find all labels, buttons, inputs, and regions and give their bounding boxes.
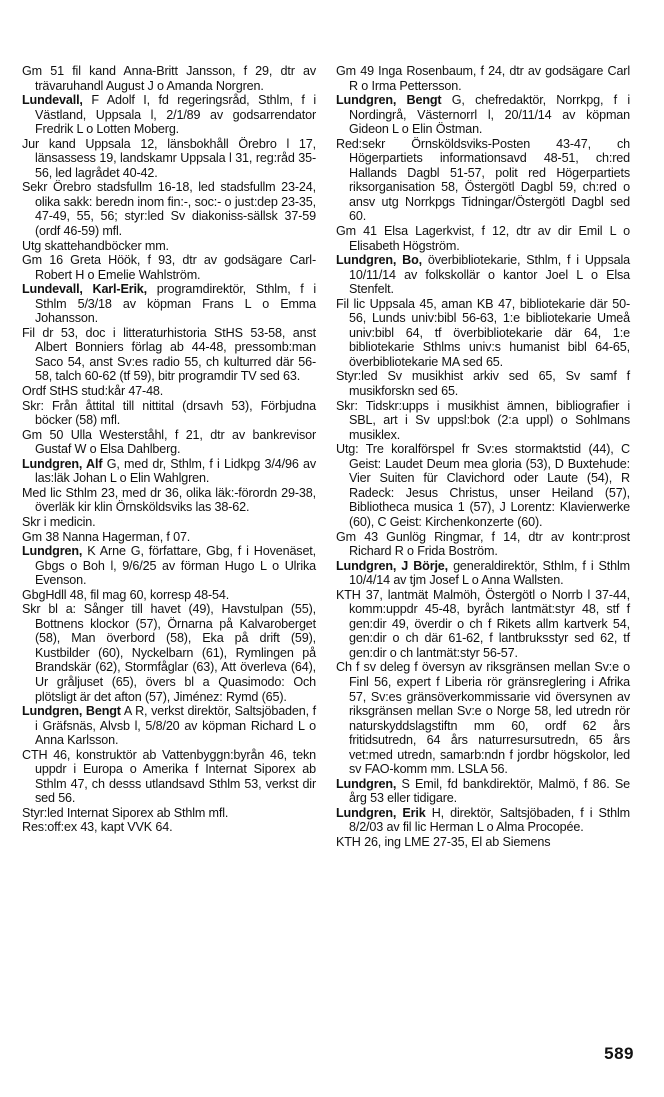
entry-text: programdirektör, Sthlm, f i Sthlm 5/3/18 av köpman Frans L o Emma Johansson. [35, 282, 317, 326]
entry-text: Gm 43 Gunlög Ringmar, f 14, dtr av kontr:prost Richard R o Frida Boström. [336, 529, 630, 559]
entry-text: Red:sekr Örnsköldsviks-Posten 43-47, ch Högerpartiets informationsavd 48-51, ch:red Hallands Dagbl 51-57, polit red Högerpartiets riksorganisation 58, Östergötl Dagbl 59, ch:red o ansv utg Norrkpgs Tidningar/Östergötl Dagbl sed 60. [336, 136, 630, 224]
entry-paragraph [22, 486, 316, 515]
biography-entry [336, 64, 630, 93]
entry-name: Lundgren, J Börje, [336, 558, 448, 573]
entry-text: Utg skattehandböcker mm. [22, 238, 169, 253]
entry-text: Gm 16 Greta Höök, f 93, dtr av godsägare Carl-Robert H o Emelie Wahlström. [22, 253, 316, 282]
entry-text: Skr: Från åttital till nittital (drsavh 53), Förbjudna böcker (58) mfl. [22, 398, 316, 428]
entry-text: G, chefredaktör, Norrkpg, f i Nordingrå, Västernorrl l, 20/11/14 av köpman Gideon L o Elin Östman. [349, 93, 630, 137]
entry-text: Gm 38 Nanna Hagerman, f 07. [22, 529, 191, 544]
biography-entry [22, 282, 316, 457]
entry-paragraph [22, 806, 316, 821]
entry-text: Res:off:ex 43, kapt VVK 64. [22, 820, 173, 835]
entry-text: H, direktör, Saltsjöbaden, f i Sthlm 8/2/03 av fil lic Herman L o Alma Procopée. [349, 805, 630, 835]
entry-paragraph [22, 399, 316, 428]
entry-text: överbibliotekarie, Sthlm, f i Uppsala 10/11/14 av folkskollär o kantor Joel L o Elsa Stenfelt. [349, 253, 630, 297]
entry-text: G, med dr, Sthlm, f i Lidkpg 3/4/96 av las:läk Johan L o Elin Wahlgren. [35, 456, 316, 486]
entry-paragraph [336, 64, 630, 93]
entry-text: Gm 51 fil kand Anna-Britt Jansson, f 29, dtr av trävaruhandl August J o Amanda Norgren. [22, 64, 316, 93]
entry-paragraph [336, 442, 630, 529]
entry-paragraph [336, 806, 630, 835]
entry-text: generaldirektör, Sthlm, f i Sthlm 10/4/14 av tjm Josef L o Anna Wallsten. [349, 558, 630, 588]
biography-entry [336, 777, 630, 806]
entry-text: Gm 41 Elsa Lagerkvist, f 12, dtr av dir Emil L o Elisabeth Högström. [336, 224, 630, 253]
entry-paragraph [22, 748, 316, 806]
entry-name: Lundgren, [336, 776, 397, 791]
entry-name: Lundgren, Bengt [336, 93, 442, 108]
left-column [22, 64, 316, 835]
entry-text: Skr i medicin. [22, 514, 96, 529]
biography-entry [22, 704, 316, 835]
biography-entry [22, 544, 316, 704]
entry-paragraph [22, 428, 316, 457]
page-number: 589 [604, 1044, 634, 1063]
entry-paragraph [22, 544, 316, 588]
entry-text: KTH 26, ing LME 27-35, El ab Siemens [336, 834, 551, 849]
entry-paragraph [22, 239, 316, 254]
entry-paragraph [336, 253, 630, 297]
entry-text: GbgHdll 48, fil mag 60, korresp 48-54. [22, 587, 230, 602]
entry-text: KTH 37, lantmät Malmöh, Östergötl o Norrb l 37-44, komm:uppdr 45-48, byråch lantmät:styr 48, stf f gen:dir 49, överdir o ch f Rikets allm kartverk 54, gen:dir o ch där 61-62, f lantbruksstyr sed 62, tf gen:dir o ch lantmät:styr 56-57. [336, 587, 630, 660]
entry-paragraph [336, 559, 630, 588]
entry-paragraph [22, 820, 316, 835]
entry-paragraph [22, 515, 316, 530]
entry-text: A R, verkst direktör, Saltsjöbaden, f i Gräfsnäs, Alvsb l, 5/8/20 av köpman Richard L o Anna Karlsson. [35, 704, 316, 748]
entry-text: Fil lic Uppsala 45, aman KB 47, bibliotekarie där 50-56, Lunds univ:bibl 56-63, 1:e bibliotekarie Umeå univ:bibl 64, tf överbibliotekarie där 64, 1:e bibliotekarie Sthlms univ:s humanist bibl 64-65, överbibliotekarie MA sed 65. [336, 296, 630, 369]
entry-paragraph [22, 326, 316, 384]
entry-text: Med lic Sthlm 23, med dr 36, olika läk:-förordn 29-38, överläk kir klin Örnsköldsviks las 38-62. [22, 485, 316, 515]
entry-name: Lundgren, [22, 544, 83, 559]
biography-entry [336, 93, 630, 253]
entry-text: K Arne G, författare, Gbg, f i Hovenäset, Gbgs o Boh l, 9/6/25 av förman Hugo L o Ulrika Evenson. [35, 544, 316, 588]
entry-name: Lundevall, Karl-Erik, [22, 282, 148, 297]
entry-text: Jur kand Uppsala 12, länsbokhåll Örebro l 17, länsassess 19, landskamr Uppsala l 31, reg:råd 35-56, led lagrådet 40-42. [22, 136, 316, 180]
biography-entry [336, 253, 630, 558]
entry-paragraph [336, 93, 630, 137]
entry-paragraph [22, 93, 316, 137]
entry-text: Gm 49 Inga Rosenbaum, f 24, dtr av godsägare Carl R o Irma Pettersson. [336, 64, 630, 93]
entry-paragraph [22, 530, 316, 545]
entry-paragraph [336, 369, 630, 398]
entry-text: Ordf StHS stud:kår 47-48. [22, 384, 164, 399]
entry-text: CTH 46, konstruktör ab Vattenbyggn:byrån 46, tekn uppdr i Europa o Amerika f Internat Siporex ab Sthlm 47, ch desss utlandsavd Sthlm 53, verkst dir sed 56. [22, 747, 316, 806]
entry-text: Utg: Tre koralförspel fr Sv:es stormaktstid (44), C Geist: Laudet Deum mea gloria (53), D Buxtehude: Vier Suiten für Clavichord oder Laute (54), R Radeck: Jesus Christus, unser Heiland (57), Bibliotheca musica 1 (57), J Lorentz: Klavierwerke (60), C Geist: Kirchenkonzerte (60). [336, 442, 630, 529]
entry-paragraph [22, 253, 316, 282]
entry-text: Styr:led Sv musikhist arkiv sed 65, Sv samf f musikforskn sed 65. [336, 369, 630, 399]
entry-text: Skr bl a: Sånger till havet (49), Havstulpan (55), Bottnens klockor (57), Örnarna på Kalvaroberget (58), Man överbord (58), Eka på drift (59), Kustbilder (60), Nyckelbarn (61), Rymlingen på Brandskär (62), Stormfåglar (63), Att överleva (64), Ur gråljuset (65), övers bl a Quasimodo: Och plötsligt är det afton (57), Jiménez: Rymd (65). [22, 602, 316, 704]
entry-paragraph [336, 137, 630, 224]
entry-paragraph [22, 282, 316, 326]
right-column [336, 64, 630, 850]
entry-name: Lundgren, Bengt [22, 704, 121, 719]
entry-paragraph [336, 835, 630, 850]
entry-paragraph [22, 180, 316, 238]
entry-paragraph [22, 704, 316, 748]
entry-paragraph [22, 457, 316, 486]
entry-paragraph [22, 602, 316, 704]
entry-text: Skr: Tidskr:upps i musikhist ämnen, bibliografier i SBL, art i Sv uppsl:bok (2:a uppl) o Sohlmans musiklex. [336, 398, 630, 442]
entry-paragraph [336, 399, 630, 443]
entry-name: Lundgren, Erik [336, 805, 426, 820]
entry-paragraph [336, 588, 630, 661]
entry-text: Sekr Örebro stadsfullm 16-18, led stadsfullm 23-24, olika sakk: beredn inom fin:-, soc:- o just:dep 23-35, 47-49, 55, 56; styr:led Sv diakoniss-sällsk 37-59 (ordf 46-59) mfl. [22, 180, 316, 239]
biography-entry [336, 559, 630, 777]
entry-paragraph [22, 64, 316, 93]
entry-name: Lundgren, Alf [22, 456, 103, 471]
biography-entry [22, 64, 316, 93]
entry-paragraph [336, 530, 630, 559]
entry-text: Styr:led Internat Siporex ab Sthlm mfl. [22, 805, 229, 820]
entry-text: F Adolf I, fd regeringsråd, Sthlm, f i Västland, Uppsala l, 2/1/89 av godsarrendator Fredrik L o Lotten Moberg. [35, 93, 316, 137]
entry-paragraph [336, 660, 630, 776]
entry-text: Gm 50 Ulla Westerståhl, f 21, dtr av bankrevisor Gustaf W o Elsa Dahlberg. [22, 427, 316, 457]
entry-name: Lundevall, [22, 93, 83, 108]
entry-paragraph [22, 588, 316, 603]
entry-paragraph [22, 384, 316, 399]
entry-paragraph [336, 777, 630, 806]
biography-entry [22, 457, 316, 544]
entry-paragraph [22, 137, 316, 181]
entry-name: Lundgren, Bo, [336, 253, 422, 268]
entry-text: S Emil, fd bankdirektör, Malmö, f 86. Se årg 53 eller tidigare. [349, 776, 630, 806]
biography-entry [336, 806, 630, 850]
biography-entry [22, 93, 316, 282]
entry-paragraph [336, 297, 630, 370]
entry-text: Ch f sv deleg f översyn av riksgränsen mellan Sv:e o Finl 56, expert f Liberia rör gränsreglering i Afrika 57, Sv:es gränsöverkommissarie vid översynen av riksgränsen mellan Sv:e o Norge 58, led utredn rör naturskyddslagstiftn mm 60, ordf 62 års fritidsutredn, 64 års naturresursutredn, 65 års vet:med utredn, samarb:ndn f jordbr högskolor, led sv FAO-komm mm. LSLA 56. [336, 660, 630, 777]
entry-paragraph [336, 224, 630, 253]
entry-text: Fil dr 53, doc i litteraturhistoria StHS 53-58, anst Albert Bonniers förlag ab 44-48, pressomb:man Saco 54, anst Sv:es radio 55, ch kulturred där 56-58, talch 60-62 (tf 59), bitr programdir TV sed 63. [22, 325, 316, 384]
